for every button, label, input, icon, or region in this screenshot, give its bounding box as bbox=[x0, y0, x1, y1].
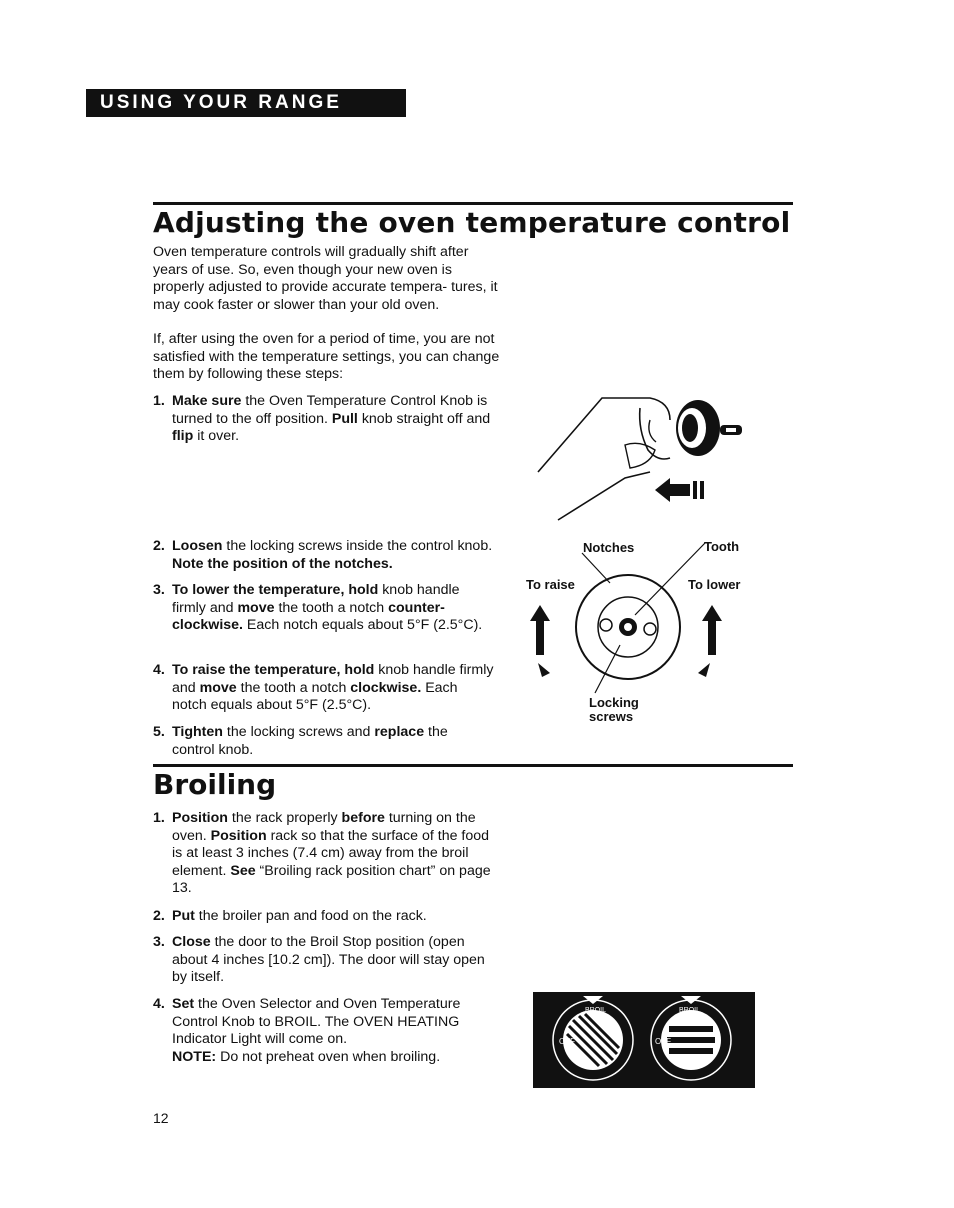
step-bold: Note the position of the notches. bbox=[172, 555, 393, 572]
step-bold: counter-clockwise. bbox=[172, 599, 445, 633]
right-knob-off-label: OFF bbox=[655, 1037, 671, 1046]
step-bold: To lower the temperature, hold bbox=[172, 582, 379, 598]
step-number: 4. bbox=[153, 996, 165, 1012]
pull-knob-illustration bbox=[530, 390, 760, 525]
step-number: 3. bbox=[153, 582, 165, 598]
note-text: Do not preheat oven when broiling. bbox=[216, 1048, 441, 1065]
step-text: the door to the Broil Stop position (open about 4 inches [10.2 cm]). The door will stay open by itself. bbox=[172, 934, 485, 985]
adjust-step-5 bbox=[153, 724, 498, 759]
broil-note bbox=[172, 1049, 494, 1067]
step-text: Each notch equals about 5°F (2.5°C). bbox=[172, 679, 458, 713]
to-lower-label: To lower bbox=[688, 577, 741, 592]
step-text: it over. bbox=[193, 428, 240, 444]
step-number: 2. bbox=[153, 538, 165, 554]
step-number: 3. bbox=[153, 934, 165, 950]
intro-paragraph: Oven temperature controls will gradually shift after years of use. So, even though your new oven is properly adjusted to provide accurate tempera- tures, it may cook faster or slower than your old oven. bbox=[153, 244, 498, 313]
locking-label: Locking bbox=[589, 695, 639, 710]
step-bold: Position bbox=[210, 827, 267, 844]
to-raise-label: To raise bbox=[526, 577, 575, 592]
step-text: Each notch equals about 5°F (2.5°C). bbox=[242, 617, 483, 633]
step-bold: move bbox=[199, 679, 237, 696]
step-bold: See bbox=[230, 862, 256, 879]
notches-label: Notches bbox=[583, 540, 635, 555]
knob-diagram-graphic bbox=[520, 535, 760, 730]
step-text: turning on the oven. bbox=[172, 810, 476, 844]
broil-step-2 bbox=[153, 908, 498, 926]
left-knob-broil-label: BROIL bbox=[585, 1007, 607, 1014]
step-number: 2. bbox=[153, 908, 165, 924]
step-bold: Position bbox=[172, 810, 228, 826]
step-bold: Loosen bbox=[172, 538, 223, 554]
tooth-label: Tooth bbox=[704, 539, 740, 554]
step-text: knob handle firmly and bbox=[172, 582, 460, 616]
step-bold: before bbox=[341, 810, 385, 826]
step-bold: replace bbox=[374, 724, 425, 740]
broiling-rule bbox=[153, 764, 793, 767]
step-bold: To raise the temperature, hold bbox=[172, 662, 375, 678]
step-number: 5. bbox=[153, 724, 165, 740]
title-rule bbox=[153, 202, 793, 205]
note-label: NOTE: bbox=[172, 1048, 217, 1065]
adjust-step-3 bbox=[153, 582, 498, 635]
step-bold: Close bbox=[172, 934, 211, 950]
step-text: the locking screws inside the control knob. bbox=[222, 538, 493, 554]
step-number: 1. bbox=[153, 393, 165, 409]
page-number: 12 bbox=[153, 1110, 169, 1126]
step-text: rack so that the surface of the food is at least 3 inches (7.4 cm) away from the broil element. bbox=[172, 827, 490, 879]
adjust-step-4 bbox=[153, 662, 498, 715]
step-text: the tooth a notch bbox=[236, 679, 351, 696]
step-bold: Make sure bbox=[172, 393, 242, 409]
step-text: “Broiling rack position chart” on page 13. bbox=[172, 862, 491, 896]
step-text: knob handle firmly and bbox=[172, 662, 494, 696]
step-bold: flip bbox=[172, 428, 194, 444]
step-bold: move bbox=[237, 599, 275, 616]
broiling-title: Broiling bbox=[153, 768, 277, 801]
step-text: the control knob. bbox=[172, 724, 448, 758]
step-text: the rack properly bbox=[227, 810, 342, 826]
screws-label: screws bbox=[589, 709, 634, 724]
step-number: 4. bbox=[153, 662, 165, 678]
step-text: the locking screws and bbox=[222, 724, 375, 740]
right-knob-broil-label: BROIL bbox=[679, 1007, 701, 1014]
broil-knobs-illustration bbox=[533, 992, 755, 1088]
step-bold: Set bbox=[172, 996, 195, 1012]
step-number: 1. bbox=[153, 810, 165, 826]
step-text: the broiler pan and food on the rack. bbox=[194, 908, 427, 924]
step-text: the Oven Temperature Control Knob is turned to the off position. bbox=[172, 393, 488, 427]
adjust-step-1 bbox=[153, 393, 498, 446]
step-bold: clockwise. bbox=[350, 679, 422, 696]
left-knob-off-label: OFF bbox=[559, 1037, 575, 1046]
broil-step-3 bbox=[153, 934, 498, 987]
step-text: knob straight off and bbox=[357, 410, 491, 427]
page-title: Adjusting the oven temperature control bbox=[153, 206, 791, 239]
step-bold: Tighten bbox=[172, 724, 223, 740]
broil-step-4 bbox=[153, 996, 498, 1066]
step-text: the Oven Selector and Oven Temperature Control Knob to BROIL. The OVEN HEATING Indicator Light will come on. bbox=[172, 996, 461, 1047]
knob-adjustment-diagram bbox=[520, 535, 760, 730]
section-banner: USING YOUR RANGE bbox=[86, 89, 406, 117]
step-text: the tooth a notch bbox=[274, 599, 389, 616]
step-bold: Put bbox=[172, 908, 195, 924]
adjust-step-2 bbox=[153, 538, 498, 573]
broil-step-1 bbox=[153, 810, 498, 898]
step-bold: Pull bbox=[331, 410, 358, 427]
intro-paragraph-2: If, after using the oven for a period of time, you are not satisfied with the temperature settings, you can change them by following these steps: bbox=[153, 331, 500, 382]
